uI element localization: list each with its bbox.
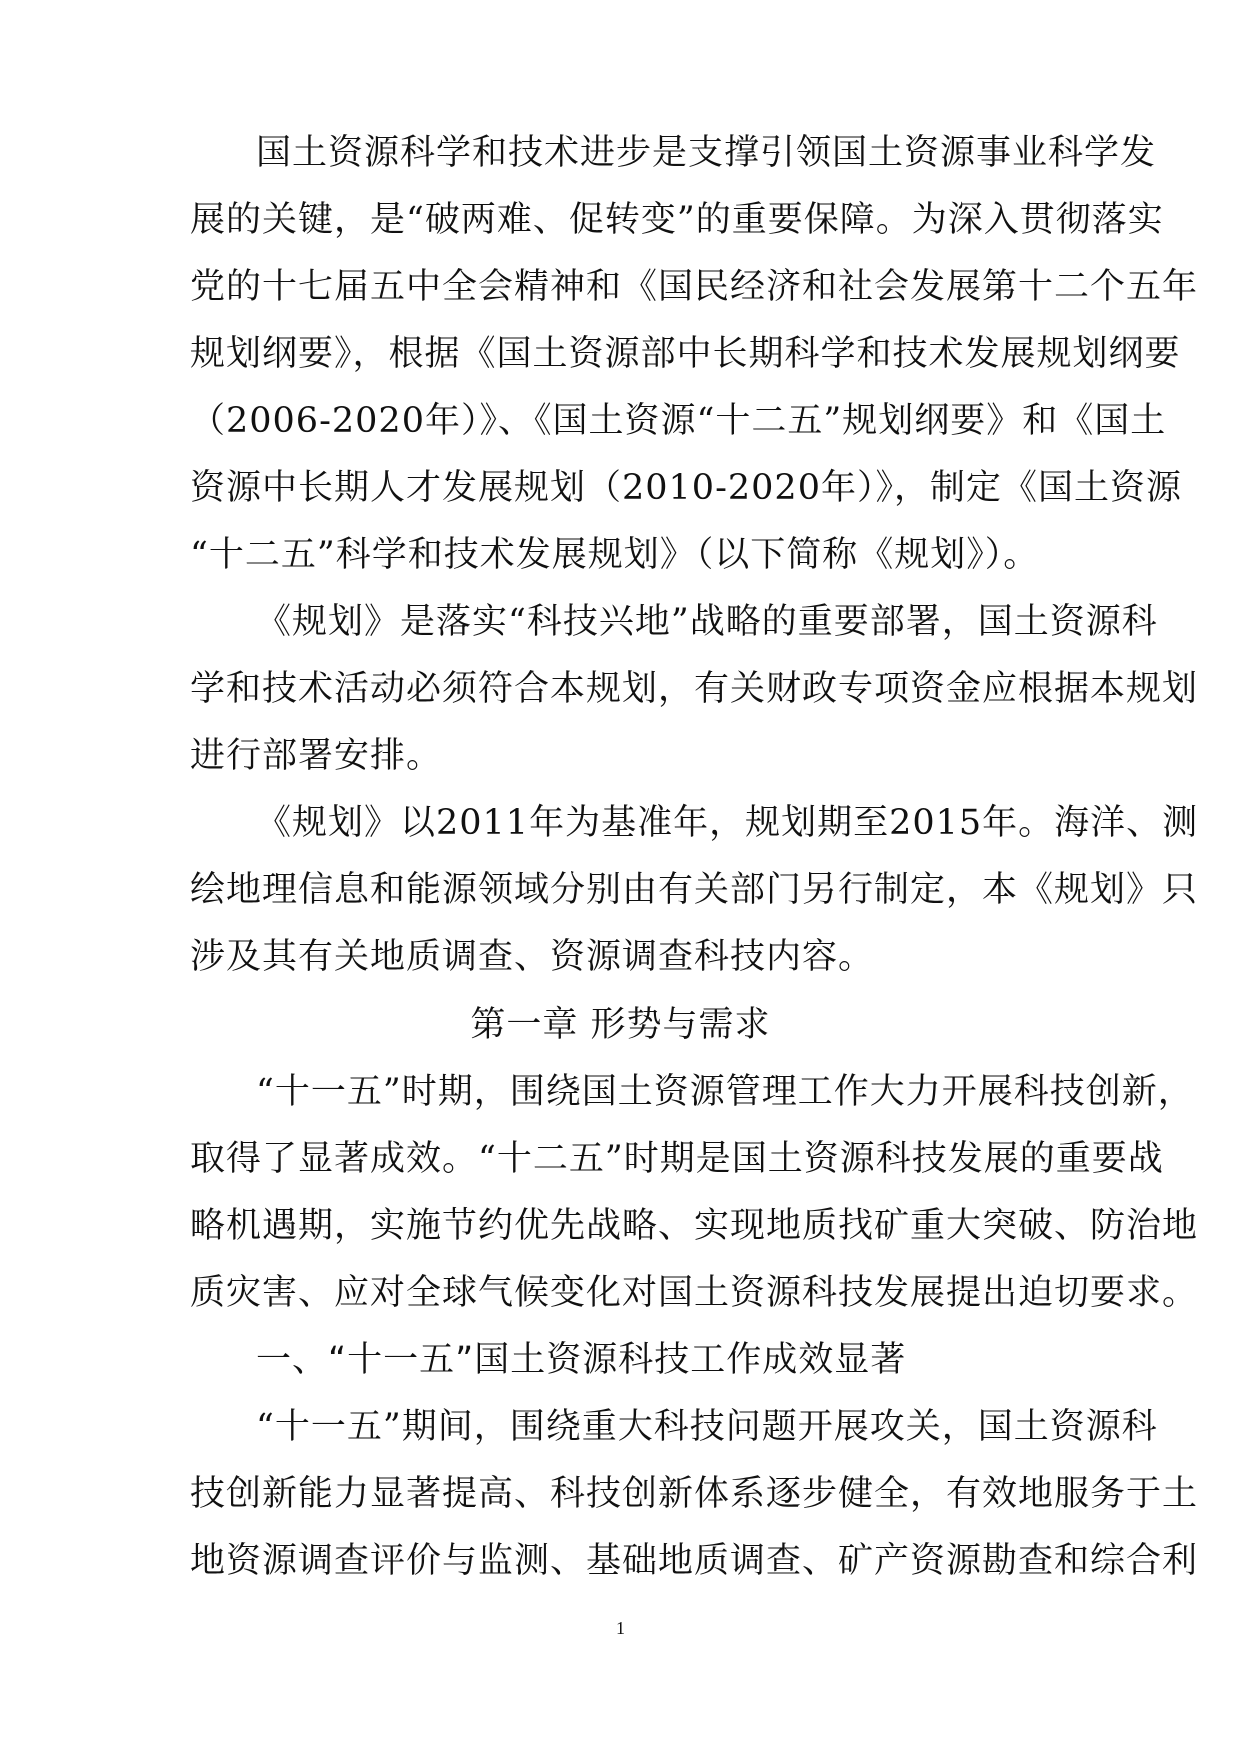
page-number: 1: [616, 1618, 625, 1638]
section-paragraph-line-2: 技创新能力显著提高、科技创新体系逐步健全，有效地服务于土: [190, 1474, 1199, 1514]
paragraph-1-line-3: 党的十七届五中全会精神和《国民经济和社会发展第十二个五年: [190, 267, 1199, 307]
chapter-paragraph-line-2: 取得了显著成效。“十二五”时期是国土资源科技发展的重要战: [190, 1139, 1164, 1179]
chapter-title: 第一章 形势与需求: [470, 1005, 771, 1045]
paragraph-3-line-1: 《规划》以2011年为基准年，规划期至2015年。海洋、测: [256, 803, 1199, 843]
paragraph-1-line-5: （2006-2020年）》、《国土资源“十二五”规划纲要》和《国土: [190, 401, 1167, 441]
paragraph-2-line-3: 进行部署安排。: [190, 736, 443, 776]
paragraph-1-line-1: 国土资源科学和技术进步是支撑引领国土资源事业科学发: [256, 133, 1157, 173]
section-paragraph-line-1: “十一五”期间，围绕重大科技问题开展攻关，国土资源科: [256, 1407, 1158, 1447]
paragraph-1-line-6: 资源中长期人才发展规划（2010-2020年）》，制定《国土资源: [190, 468, 1182, 508]
paragraph-3-line-2: 绘地理信息和能源领域分别由有关部门另行制定，本《规划》只: [190, 870, 1199, 910]
chapter-paragraph-line-4: 质灾害、应对全球气候变化对国土资源科技发展提出迫切要求。: [190, 1273, 1199, 1313]
paragraph-1-line-7: “十二五”科学和技术发展规划》（以下简称《规划》）。: [190, 535, 1040, 575]
paragraph-2-line-2: 学和技术活动必须符合本规划，有关财政专项资金应根据本规划: [190, 669, 1199, 709]
paragraph-2-line-1: 《规划》是落实“科技兴地”战略的重要部署，国土资源科: [256, 602, 1158, 642]
section-title: 一、“十一五”国土资源科技工作成效显著: [256, 1340, 907, 1380]
chapter-paragraph-line-3: 略机遇期，实施节约优先战略、实现地质找矿重大突破、防治地: [190, 1206, 1199, 1246]
paragraph-1-line-2: 展的关键，是“破两难、促转变”的重要保障。为深入贯彻落实: [190, 200, 1164, 240]
section-paragraph-line-3: 地资源调查评价与监测、基础地质调查、矿产资源勘查和综合利: [190, 1541, 1199, 1581]
chapter-paragraph-line-1: “十一五”时期，围绕国土资源管理工作大力开展科技创新，: [256, 1072, 1194, 1112]
paragraph-1-line-4: 规划纲要》，根据《国土资源部中长期科学和技术发展规划纲要: [190, 334, 1181, 374]
paragraph-3-line-3: 涉及其有关地质调查、资源调查科技内容。: [190, 937, 875, 977]
